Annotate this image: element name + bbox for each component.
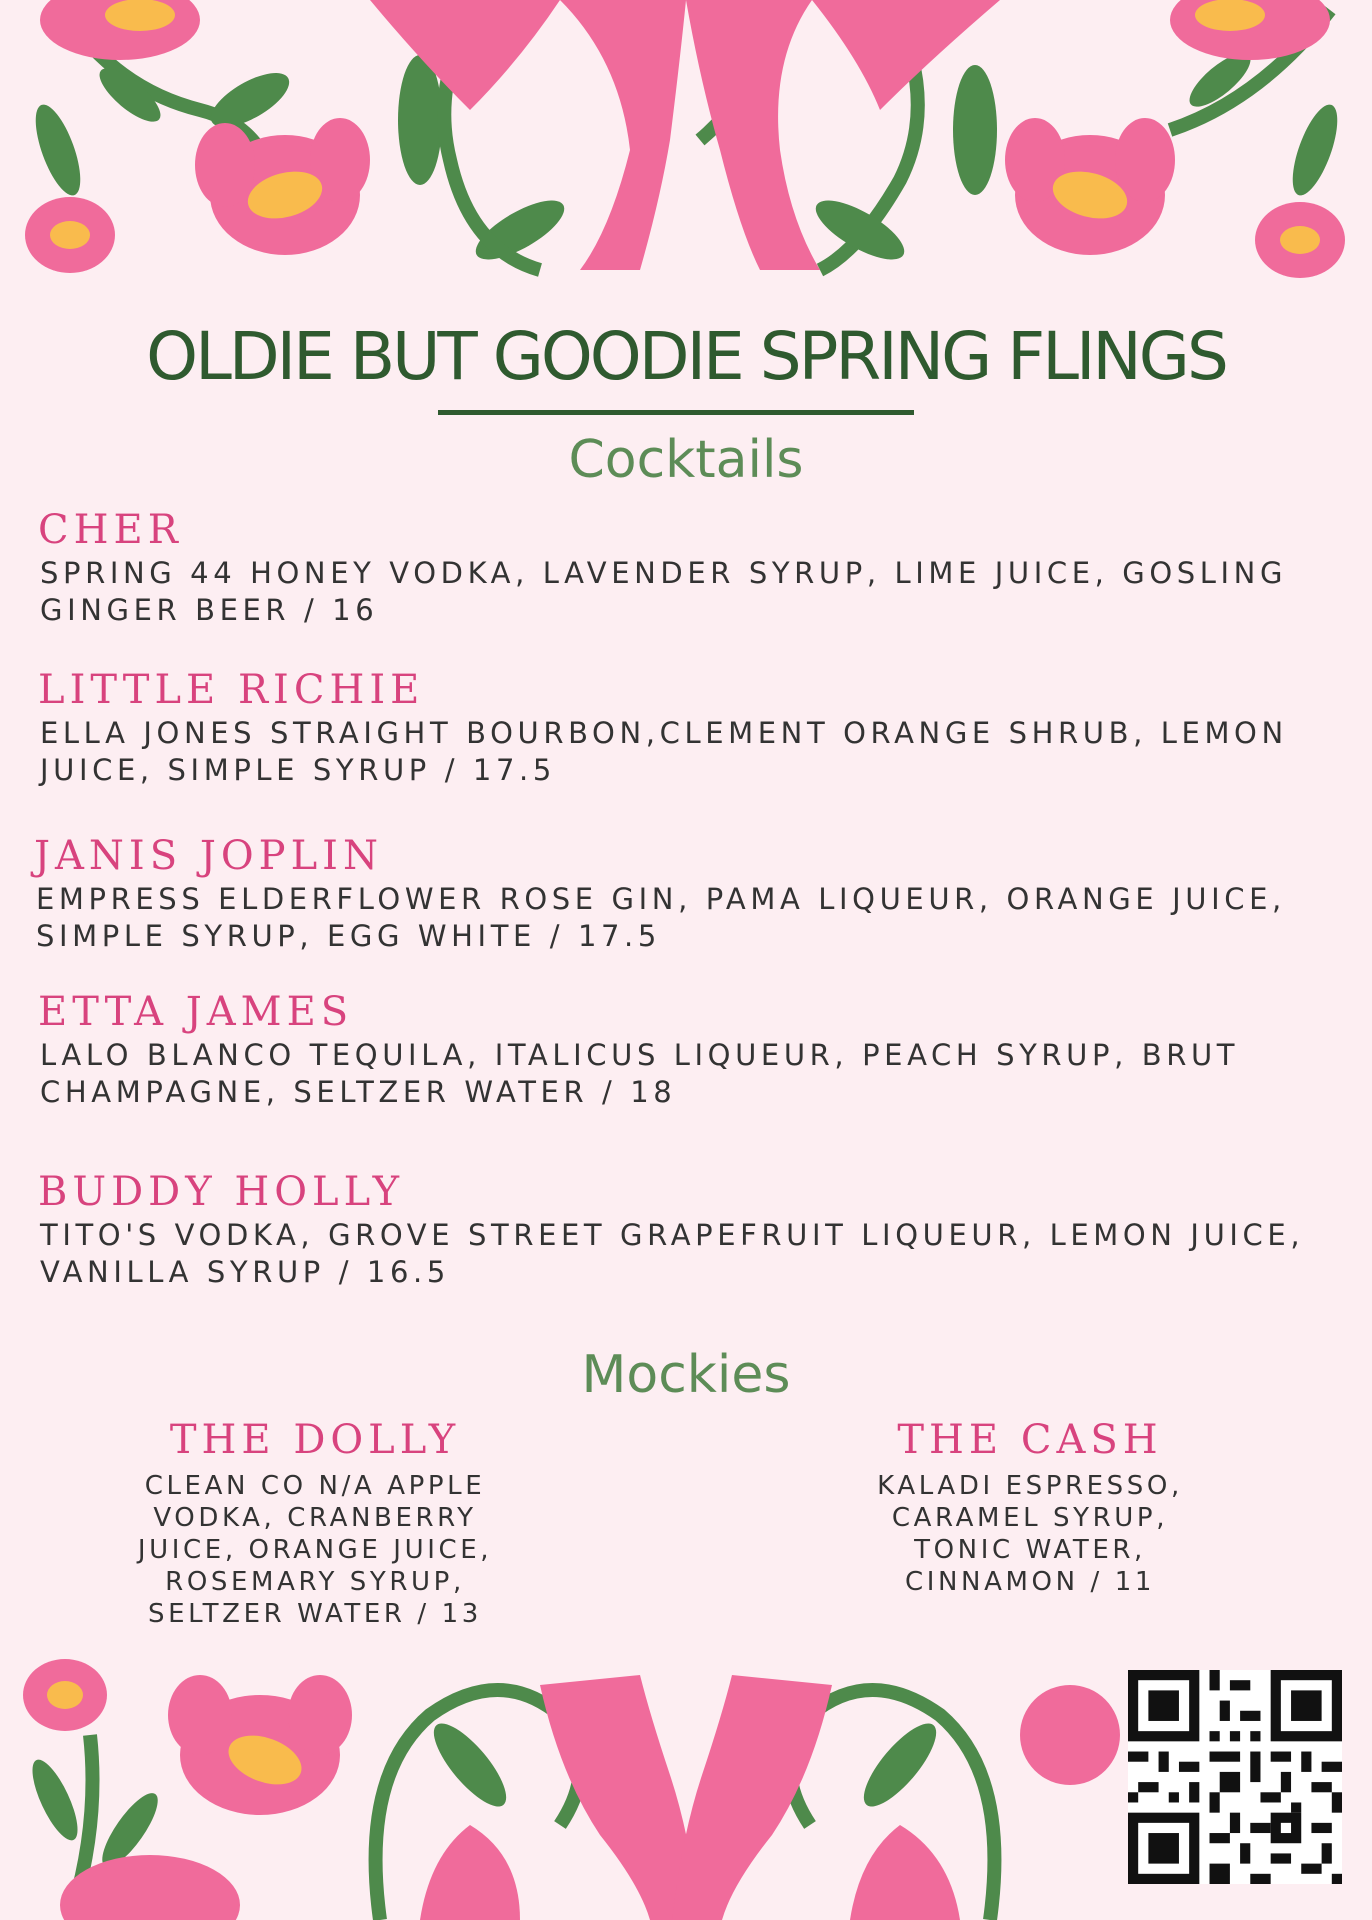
cocktail-description: SPRING 44 HONEY VODKA, LAVENDER SYRUP, LIME JUICE, GOSLING GINGER BEER / 16 xyxy=(40,556,1288,627)
mocktail-description: KALADI ESPRESSO, CARAMEL SYRUP, TONIC WATER, CINNAMON / 11 xyxy=(877,1471,1183,1597)
cocktail-janis-joplin xyxy=(34,834,1344,955)
cocktail-name: LITTLE RICHIE xyxy=(38,667,425,713)
title-underline xyxy=(438,410,914,415)
floral-border-top xyxy=(0,0,1372,300)
mockies-heading: Mockies xyxy=(581,1345,791,1405)
cocktail-name: JANIS JOPLIN xyxy=(34,833,383,879)
cocktail-name: CHER xyxy=(38,507,183,553)
cocktail-description: TITO'S VODKA, GROVE STREET GRAPEFRUIT LIQUEUR, LEMON JUICE, VANILLA SYRUP / 16.5 xyxy=(40,1218,1305,1289)
cocktail-etta-james xyxy=(38,990,1348,1111)
qr-code-icon[interactable] xyxy=(1128,1670,1342,1884)
mocktail-description: CLEAN CO N/A APPLE VODKA, CRANBERRY JUICE, ORANGE JUICE, ROSEMARY SYRUP, SELTZER WATER / 13 xyxy=(137,1471,493,1629)
cocktail-buddy-holly xyxy=(38,1170,1348,1291)
cocktail-name: BUDDY HOLLY xyxy=(38,1169,405,1215)
cocktail-name: ETTA JAMES xyxy=(38,989,354,1035)
mocktail-name: THE CASH xyxy=(897,1417,1163,1463)
cocktail-description: EMPRESS ELDERFLOWER ROSE GIN, PAMA LIQUEUR, ORANGE JUICE, SIMPLE SYRUP, EGG WHITE / 17.5 xyxy=(36,882,1286,953)
cocktail-description: LALO BLANCO TEQUILA, ITALICUS LIQUEUR, PEACH SYRUP, BRUT CHAMPAGNE, SELTZER WATER / 18 xyxy=(40,1038,1240,1109)
mocktail-the-cash xyxy=(870,1418,1190,1598)
mocktail-the-dolly xyxy=(130,1418,500,1630)
mocktail-name: THE DOLLY xyxy=(169,1417,461,1463)
cocktail-description: ELLA JONES STRAIGHT BOURBON,CLEMENT ORANGE SHRUB, LEMON JUICE, SIMPLE SYRUP / 17.5 xyxy=(40,716,1288,787)
cocktail-little-richie xyxy=(38,668,1348,789)
menu-title: OLDIE BUT GOODIE SPRING FLINGS xyxy=(146,318,1226,395)
cocktails-heading: Cocktails xyxy=(568,430,804,490)
cocktail-cher xyxy=(38,508,1348,629)
